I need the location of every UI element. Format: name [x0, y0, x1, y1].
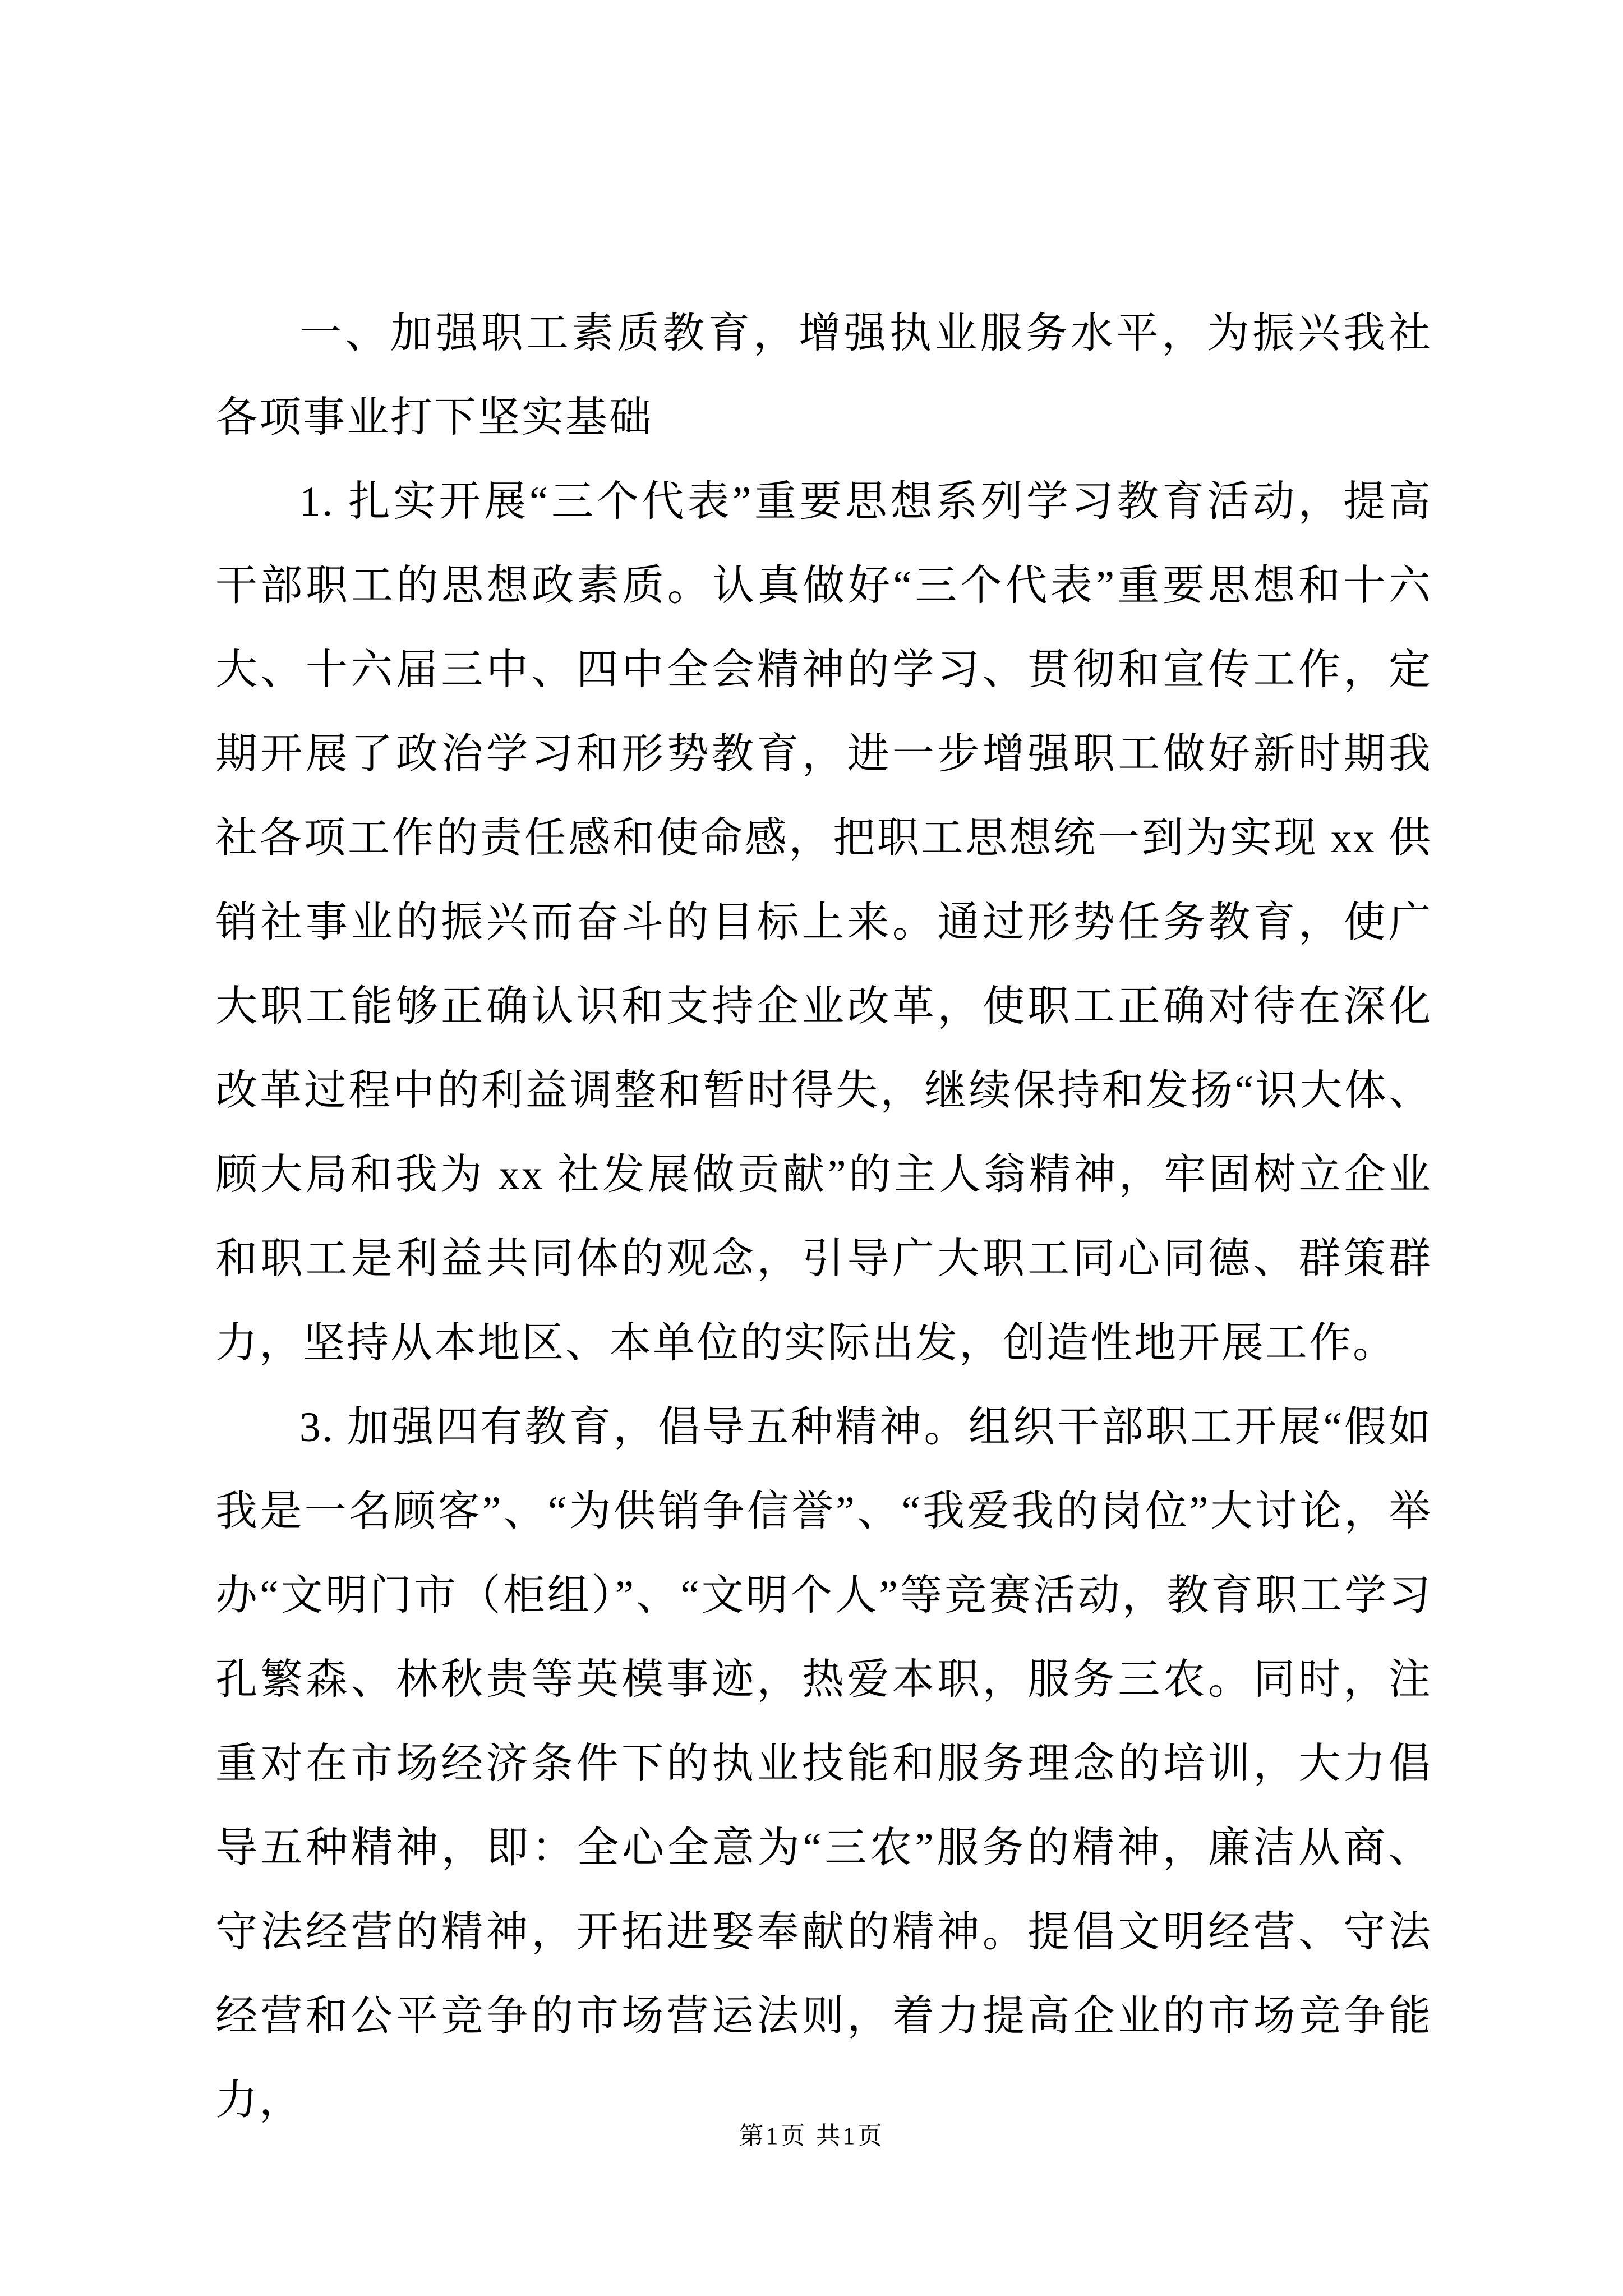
paragraph: 一、加强职工素质教育，增强执业服务水平，为振兴我社各项事业打下坚实基础 [215, 310, 1432, 441]
document-body [215, 292, 1432, 2143]
page-footer [0, 2119, 1623, 2153]
page-number-text: 第1页 共1页 [739, 2122, 884, 2150]
paragraph: 3. 加强四有教育，倡导五种精神。组织干部职工开展“假如我是一名顾客”、“为供销争信誉”、“我爱我的岗位”大讨论，举办“文明门市（柜组）”、“文明个人”等竞赛活动，教育职工学习孔繁森、林秋贵等英模事迹，热爱本职，服务三农。同时，注重对在市场经济条件下的执业技能和服务理念的培训，大力倡导五种精神，即：全心全意为“三农”服务的精神，廉洁从商、守法经营的精神，开拓进娶奉献的精神。提倡文明经营、守法经营和公平竞争的市场营运法则，着力提高企业的市场竞争能力， [215, 1404, 1432, 2124]
paragraph: 1. 扎实开展“三个代表”重要思想系列学习教育活动，提高干部职工的思想政素质。认真做好“三个代表”重要思想和十六大、十六届三中、四中全会精神的学习、贯彻和宣传工作，定期开展了政治学习和形势教育，进一步增强职工做好新时期我社各项工作的责任感和使命感，把职工思想统一到为实现 xx 供销社事业的振兴而奋斗的目标上来。通过形势任务教育，使广大职工能够正确认识和支持企业改革，使职工正确对待在深化改革过程中的利益调整和暂时得失，继续保持和发扬“识大体、顾大局和我为 xx 社发展做贡献”的主人翁精神，牢固树立企业和职工是利益共同体的观念，引导广大职工同心同德、群策群力，坚持从本地区、本单位的实际出发，创造性地开展工作。 [215, 478, 1432, 1366]
